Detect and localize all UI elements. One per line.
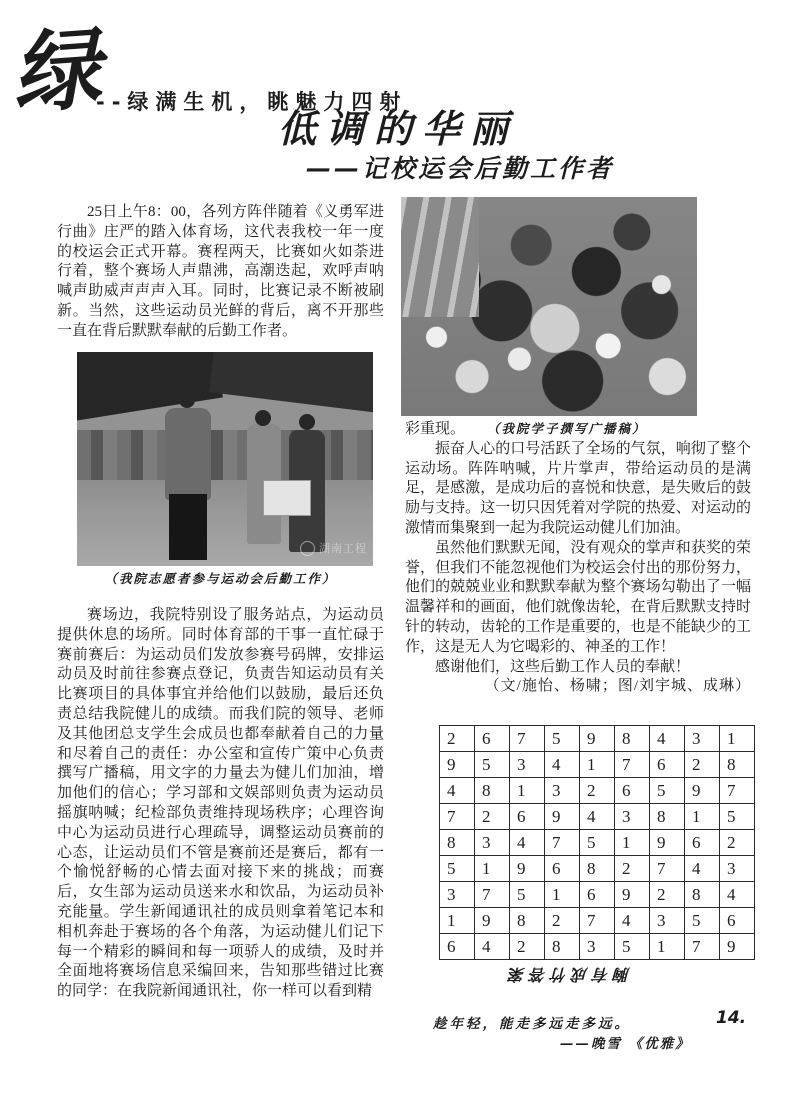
sudoku-cell: 9 [615, 882, 650, 908]
sudoku-cell: 8 [510, 908, 545, 934]
sudoku-cell: 9 [685, 778, 720, 804]
sudoku-cell: 2 [510, 934, 545, 960]
section-calligraphy-char: 绿 [8, 17, 104, 126]
byline: （文/施怡、杨啸；图/刘宇城、成琳） [484, 678, 751, 695]
sudoku-cell: 1 [510, 778, 545, 804]
footer-quote-attribution: ——晚雪 《优雅》 [560, 1036, 691, 1052]
sudoku-cell: 5 [545, 726, 580, 752]
left-paragraph-2: 赛场边，我院特别设了服务站点，为运动员提供休息的场所。同时体育部的干事一直忙碌于赛前赛后：为运动员们发放参赛号码牌，安排运动员及时前往参赛点登记，负责告知运动员有关比赛项目的具体事宜并给他们以鼓励，最后还负责总结我院健儿的成绩。而我们院的领导、老师及其他团总支学生会成员也都奉献着自己的力量和尽着自己的责任：办公室和宣传广策中心负责撰写广播稿，用文字的力量去为健儿们加油，增加他们的信心；学习部和文娱部则负责为运动员摇旗呐喊；纪检部负责维持现场秩序；心理咨询中心为运动员进行心理疏导，调整运动员赛前的心态，让运动员们不管是赛前还是赛后，都有一个愉悦舒畅的心情去面对接下来的挑战；而赛后，女生部为运动员送来水和饮品，为运动员补充能量。学生新闻通讯社的成员则拿着笔记本和相机奔赴于赛场的各个角落，为运动健儿们记下每一个精彩的瞬间和每一项骄人的成绩，及时并全面地将赛场信息采编回来，告知那些错过比赛的同学：在我院新闻通讯社，你一样可以看到精 [57, 607, 384, 1000]
sudoku-cell: 8 [440, 830, 475, 856]
sudoku-cell: 6 [580, 882, 615, 908]
sudoku-row [440, 752, 755, 778]
photo-volunteers-logistics [77, 352, 373, 566]
sudoku-cell: 8 [580, 856, 615, 882]
photo-tent-canopy-right [209, 352, 373, 415]
sudoku-cell: 3 [720, 856, 755, 882]
sudoku-cell: 2 [720, 830, 755, 856]
sudoku-cell: 1 [685, 804, 720, 830]
sudoku-row [440, 934, 755, 960]
sudoku-cell: 2 [615, 856, 650, 882]
page-number: 14. [716, 1008, 747, 1028]
sudoku-cell: 5 [580, 830, 615, 856]
sudoku-cell: 4 [440, 778, 475, 804]
sudoku-cell: 5 [720, 804, 755, 830]
sudoku-cell: 8 [545, 934, 580, 960]
photo-figure-head [299, 414, 315, 430]
sudoku-cell: 9 [545, 804, 580, 830]
sudoku-cell: 8 [475, 778, 510, 804]
photo-figure-head [255, 410, 271, 426]
sudoku-table [439, 725, 755, 960]
sudoku-cell: 7 [720, 778, 755, 804]
sudoku-cell: 3 [685, 726, 720, 752]
sudoku-cell: 2 [440, 726, 475, 752]
sudoku-cell: 5 [650, 778, 685, 804]
sudoku-cell: 7 [440, 804, 475, 830]
sudoku-cell: 6 [615, 778, 650, 804]
right-paragraph-3: 虽然他们默默无闻，没有观众的掌声和获奖的荣誉，但我们不能忽视他们为校运会付出的那份努力，他们的兢兢业业和默默奉献为整个赛场勾勒出了一幅温馨祥和的画面，他们就像齿轮，在背后默默支持时针的转动，齿轮的工作是重要的，也是不能缺少的工作，这是无人为它喝彩的、神圣的工作！ [405, 539, 751, 655]
sudoku-cell: 1 [580, 752, 615, 778]
sudoku-table-body [440, 726, 755, 960]
sudoku-cell: 9 [650, 830, 685, 856]
sudoku-cell: 2 [545, 908, 580, 934]
sudoku-cell: 4 [685, 856, 720, 882]
right-paragraph-2: 振奋人心的口号活跃了全场的气氛，响彻了整个运动场。阵阵呐喊，片片掌声，带给运动员的是满足，是感激，是成功后的喜悦和快意，是失败后的鼓励与支持。这一切只因凭着对学院的热爱、对运动的激情而集聚到一起为我院运动健儿们加油。 [405, 440, 751, 536]
sudoku-cell: 7 [510, 726, 545, 752]
sudoku-cell: 4 [650, 726, 685, 752]
article-subtitle: ——记校运会后勤工作者 [306, 154, 615, 183]
sudoku-cell: 5 [510, 882, 545, 908]
photo-students-writing [401, 197, 697, 416]
photo-figure-head [179, 392, 195, 408]
sudoku-cell: 3 [510, 752, 545, 778]
sudoku-cell: 6 [685, 830, 720, 856]
sudoku-cell: 2 [580, 778, 615, 804]
sudoku-cell: 7 [650, 856, 685, 882]
photo1-caption: （我院志愿者参与运动会后勤工作） [104, 572, 337, 586]
sudoku-cell: 5 [440, 856, 475, 882]
right-column [405, 419, 751, 697]
sudoku-cell: 5 [615, 934, 650, 960]
continuation-line [405, 419, 751, 440]
photo-figure-silhouette [165, 408, 211, 500]
sudoku-cell: 6 [440, 934, 475, 960]
sudoku-cell: 3 [650, 908, 685, 934]
sudoku-cell: 6 [510, 804, 545, 830]
sudoku-cell: 2 [650, 882, 685, 908]
sudoku-cell: 8 [650, 804, 685, 830]
sudoku-cell: 7 [615, 752, 650, 778]
sudoku-cell: 1 [650, 934, 685, 960]
sudoku-cell: 9 [720, 934, 755, 960]
sudoku-cell: 1 [440, 908, 475, 934]
photo-figure-silhouette [169, 494, 207, 560]
sudoku-cell: 3 [545, 778, 580, 804]
sudoku-cell: 3 [580, 934, 615, 960]
sudoku-cell: 5 [685, 908, 720, 934]
sudoku-cell: 4 [580, 804, 615, 830]
sudoku-cell: 4 [720, 882, 755, 908]
sudoku-cell: 6 [545, 856, 580, 882]
sudoku-cell: 3 [475, 830, 510, 856]
sudoku-cell: 8 [615, 726, 650, 752]
photo-paper-sheets [401, 197, 697, 416]
watermark-text: 湖南工程 [319, 543, 367, 555]
sudoku-cell: 7 [685, 934, 720, 960]
photo-supply-box [263, 480, 311, 516]
sudoku-row [440, 778, 755, 804]
article-title: 低调的华丽 [278, 107, 519, 151]
photo2-caption: （我院学子撰写广播稿） [487, 422, 647, 436]
sudoku-cell: 2 [685, 752, 720, 778]
footer-quote: 趁年轻，能走多远走多远。 [433, 1016, 631, 1032]
sudoku-row [440, 908, 755, 934]
sudoku-row [440, 882, 755, 908]
right-paragraph-4: 感谢他们，这些后勤工作人员的奉献！ [435, 658, 691, 675]
sudoku-cell: 8 [720, 752, 755, 778]
sudoku-row [440, 830, 755, 856]
sudoku-cell: 1 [475, 856, 510, 882]
section-tagline: --绿满生机，眺魅力四射 [96, 90, 408, 114]
sudoku-row [440, 804, 755, 830]
sudoku-cell: 6 [650, 752, 685, 778]
sudoku-cell: 7 [545, 830, 580, 856]
sudoku-row [440, 856, 755, 882]
sudoku-cell: 4 [510, 830, 545, 856]
sudoku-cell: 1 [545, 882, 580, 908]
sudoku-cell: 9 [580, 726, 615, 752]
sudoku-cell: 9 [510, 856, 545, 882]
sudoku-cell: 3 [615, 804, 650, 830]
sudoku-answer-grid [439, 725, 755, 960]
sudoku-cell: 7 [475, 882, 510, 908]
sudoku-cell: 5 [475, 752, 510, 778]
sudoku-cell: 1 [720, 726, 755, 752]
sudoku-cell: 6 [720, 908, 755, 934]
sudoku-cell: 2 [475, 804, 510, 830]
sudoku-cell: 3 [440, 882, 475, 908]
watermark-logo-icon [300, 541, 315, 556]
sudoku-cell: 7 [580, 908, 615, 934]
sudoku-cell: 4 [475, 934, 510, 960]
continuation-text: 彩重现。 [405, 421, 466, 437]
sudoku-cell: 6 [475, 726, 510, 752]
sudoku-row [440, 726, 755, 752]
photo-watermark [300, 540, 367, 556]
sudoku-cell: 4 [545, 752, 580, 778]
sudoku-answer-label-upside-down: 胸有成竹答案 [504, 965, 631, 984]
sudoku-cell: 1 [615, 830, 650, 856]
sudoku-cell: 9 [440, 752, 475, 778]
left-paragraph-1: 25日上午8：00，各列方阵伴随着《义勇军进行曲》庄严的踏入体育场，这代表我校一年一度的校运会正式开幕。赛程两天，比赛如火如荼进行着，整个赛场人声鼎沸，高潮迭起，欢呼声呐喊声助威声声声入耳。同时，比赛记录不断被刷新。当然，这些运动员光鲜的背后，离不开那些一直在背后默默奉献的后勤工作者。 [57, 204, 384, 339]
sudoku-cell: 9 [475, 908, 510, 934]
sudoku-cell: 8 [685, 882, 720, 908]
sudoku-cell: 4 [615, 908, 650, 934]
